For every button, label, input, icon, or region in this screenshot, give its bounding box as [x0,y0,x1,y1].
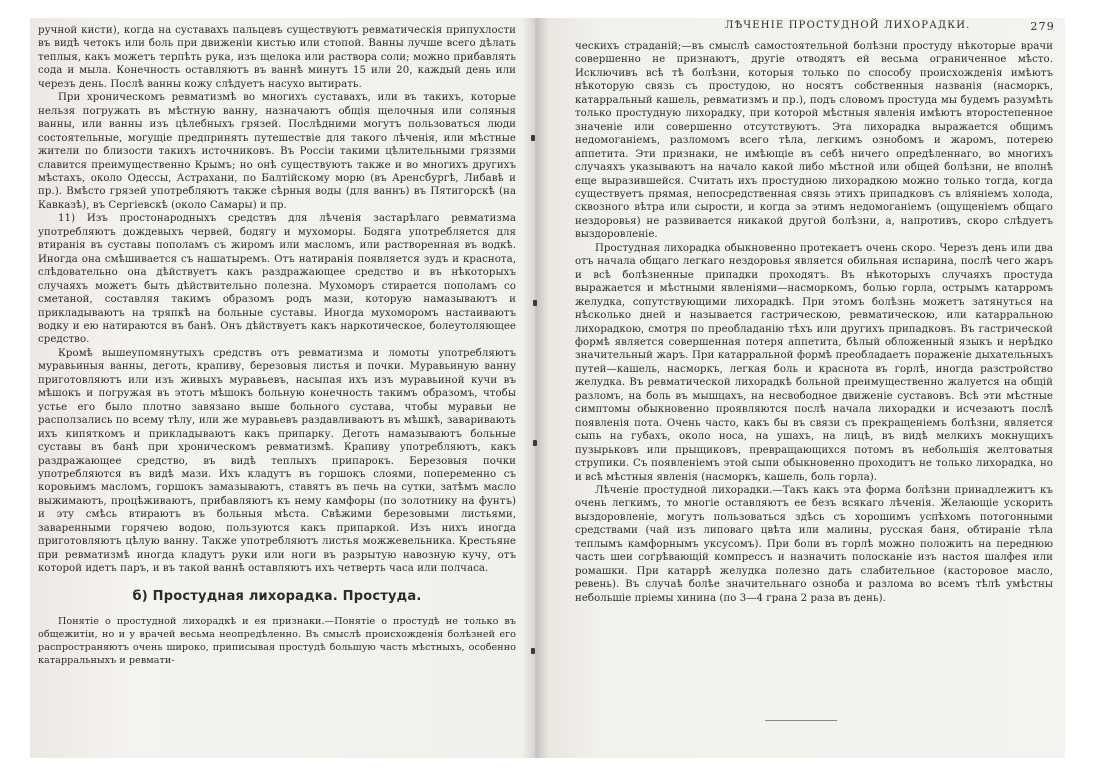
binding-pin-icon [531,135,535,141]
right-page-text [575,40,1053,605]
paragraph: 11) Изъ простонародныхъ средствъ для лѣченія застарѣлаго ревматизма употребляютъ дождевыхъ червей, бодягу и мухоморы. Бодяга употребляется для втиранія въ суставы пополамъ съ жиромъ или масломъ, или растворенная въ водкѣ. Иногда она смѣшивается съ нашатыремъ. Отъ натиранія появляется зудъ и краснота, слѣдовательно она дѣйствуетъ какъ раздражающее средство и въ нѣкоторыхъ случаяхъ можетъ быть дѣйствительно полезна. Мухоморъ стирается пополамъ со сметаной, составляя такимъ образомъ родъ мази, которую намазываютъ и прикладываютъ на тряпкѣ на больные суставы. Иногда мухоморомъ настаиваютъ водку и ею натираются въ банѣ. Онъ дѣйствуетъ какъ наркотическое, болеутоляющее средство. [38,213,516,346]
left-page [30,18,535,758]
binding-pin-icon [533,440,537,446]
paragraph: ручной кисти), когда на суставахъ пальцевъ существуютъ ревматическія припухлости въ видѣ четокъ или боль при движеніи кистью или стопой. Ванны лучше всего дѣлать теплыя, какъ можетъ терпѣть рука, изъ щелока или раствора соли; можно прибавлять сода и мыла. Конечность оставляютъ въ ваннѣ минутъ 15 или 20, каждый день или черезъ день. Послѣ ванны кожу слѣдуетъ насухо вытирать. [38,25,516,90]
right-page [535,18,1065,758]
paragraph: Лѣченіе простудной лихорадки.—Такъ какъ эта форма болѣзни принадлежитъ къ очень легкимъ, то многіе оставляютъ ее безъ всякаго лѣченія. Желающіе ускорить выздоровленіе, могутъ пользоваться здѣсь съ хорошимъ успѣхомъ потогонными средствами (чай изъ липоваго цвѣта или малины, русская баня, обтираніе тѣла теплымъ камфорнымъ уксусомъ). При боли въ горлѣ можно положить на переднюю часть шеи согрѣвающій компрессъ и назначить полосканіе изъ настоя шалфея или ромашки. При катаррѣ желудка полезно дать слабительное (касторовое масло, ревень). Въ случаѣ болѣе значительнаго озноба и разлома во всемъ тѣлѣ умѣстны небольшіе пріемы хинина (по 3—4 грана 2 раза въ день). [575,484,1053,604]
paragraph: Простудная лихорадка обыкновенно протекаетъ очень скоро. Черезъ день или два отъ начала общаго легкаго нездоровья является обильная испарина, послѣ чего жаръ и всѣ болѣзненные припадки проходятъ. Въ нѣкоторыхъ случаяхъ простуда выражается и мѣстными явленіями—насморкомъ, болью горла, острымъ катарромъ желудка, сопутствующими лихорадкѣ. При этомъ болѣзнь можетъ затянуться на нѣсколько дней и называется гастрическою, ревматическою, или катарральною лихорадкою, смотря по преобладанію тѣхъ или другихъ припадковъ. Въ гастрической формѣ является совершенная потеря аппетита, бѣлый обложенный языкъ и нерѣдко значительный жаръ. При катарральной формѣ преобладаетъ пораженіе дыхательныхъ путей—кашель, насморкъ, легкая боль и краснота въ горлѣ, иногда разстройство желудка. Въ ревматической лихорадкѣ больной преимущественно жалуется на общій разломъ, на боль въ мышцахъ, на несвободное движеніе суставовъ. Всѣ эти мѣстные симптомы обыкновенно проявляются послѣ начала лихорадки и исчезаютъ послѣ появленія пота. Очень часто, какъ бы въ связи съ прекращеніемъ болѣзни, является сыпь на губахъ, около носа, на ушахъ, на лицѣ, въ видѣ мелкихъ мокнущихъ пузырьковъ или прыщиковъ, превращающихся потомъ въ небольшія желтоватыя струпики. Съ появленіемъ этой сыпи обыкновенно проходитъ не только лихорадка, но и всѣ мѣстныя явленія (насморкъ, кашель, боль горла). [575,242,1053,483]
paragraph: Понятіе о простудной лихорадкѣ и ея признаки.—Понятіе о простудѣ не только въ общежитіи, но и у врачей весьма неопредѣленно. Въ смыслѣ происхожденія болѣзней его распространяютъ очень широко, приписывая простудѣ большую часть мѣстныхъ, особенно катарральныхъ и ревмати- [38,616,516,667]
binding-pin-icon [533,300,537,306]
gutter-shadow [522,18,548,758]
paragraph: Кромѣ вышеупомянутыхъ средствъ отъ ревматизма и ломоты употребляютъ муравьиныя ванны, деготь, крапиву, березовыя листья и почки. Муравьиную ванну приготовляютъ или изъ живыхъ муравьевъ, насыпая ихъ изъ муравьиной кучи въ мѣшокъ и погружая въ этотъ мѣшокъ больную конечность такимъ образомъ, чтобы устье его было плотно завязано выше больного сустава, чтобы муравьи не расползались по всему тѣлу, или же муравьевъ раздавливаютъ въ мѣшкѣ, заваривають ихъ кипяткомъ и прикладываютъ какъ припарку. Деготь намазываютъ больные суставы въ банѣ при хроническомъ ревматизмѣ. Крапиву употребляютъ, какъ раздражающее средство, въ видѣ теплыхъ припарокъ. Березовыя почки употребляются въ видѣ мази. Ихъ кладутъ въ горшокъ слоями, попеременно съ коровьимъ масломъ, горшокъ замазываютъ, ставятъ въ печь на сутки, затѣмъ масло выжимаютъ, процѣживаютъ, прибавляютъ къ нему камфоры (по золотнику на фунтъ) и эту смѣсь втираютъ въ больныя мѣста. Свѣжими березовыми листьями, заваренными горячею водою, пользуются какъ припаркой. Изъ нихъ иногда приготовляютъ цѣлую ванну. Также употребляютъ листья можжевельника. Крестьяне при ревматизмѣ иногда кладутъ руки или ноги въ разрытую навозную кучу, отъ которой идетъ паръ, и въ такой ваннѣ оставляютъ ихъ четверть часа или полчаса. [38,347,516,575]
left-page-text [38,24,516,667]
section-title: б) Простудная лихорадка. Простуда. [132,588,422,604]
end-rule [765,720,837,721]
running-title: ЛѢЧЕНІЕ ПРОСТУДНОЙ ЛИХОРАДКИ. [725,20,971,31]
binding-pin-icon [531,648,535,654]
page-number: 279 [1030,20,1055,33]
paragraph: При хроническомъ ревматизмѣ во многихъ суставахъ, или въ такихъ, которые нельзя погружать въ мѣстную ванну, назначаютъ общія щелочныя или соляныя ванны, или ванны изъ цѣлебныхъ грязей. Послѣдними могутъ пользоваться люди состоятельные, могущіе предпринять путешествіе для такого лѣченія, или мѣстные жители по близости такихъ источниковъ. Въ Россіи такими цѣлительными грязями славится преимущественно Крымъ; но онѣ существуютъ также и во многихъ другихъ мѣстахъ, около Одессы, Астрахани, по Балтійскому морю (въ Аренсбургѣ, Либавѣ и пр.). Вмѣсто грязей употребляютъ также сѣрныя воды (для ваннъ) въ Пятигорскѣ (на Кавказѣ), въ Сергіевскѣ (около Самары) и пр. [38,92,516,211]
paragraph: ческихъ страданій;—въ смыслѣ самостоятельной болѣзни простуду нѣкоторые врачи совершенно не признаютъ, другіе отводятъ ей весьма ограниченное мѣсто. Исключивъ всѣ тѣ болѣзни, которыя только по способу происхожденія имѣютъ нѣкоторую связь съ простудою, но носятъ собственныя названія (насморкъ, катарральный кашель, ревматизмъ и пр.), подъ словомъ простуда мы будемъ разумѣть только простудную лихорадку, при которой мѣстныя явленія имѣютъ второстепенное значеніе или совершенно отсутствуютъ. Эта лихорадка выражается общимъ недомоганіемъ, разломомъ всего тѣла, легкимъ ознобомъ и жаромъ, потерею аппетита. Эти признаки, не имѣющіе въ себѣ ничего опредѣленнаго, во многихъ случаяхъ указываютъ на начало какой либо мѣстной или общей болѣзни, не вполнѣ еще выразившейся. Считать ихъ простудною лихорадкою можно только тогда, когда существуетъ прямая, непосредственная связь этихъ припадковъ съ вліяніемъ холода, сквозного вѣтра или сырости, и когда за этимъ недомоганіемъ (ощущеніемъ общаго нездоровья) не развивается никакой другой болѣзни, а, напротивъ, скоро слѣдуетъ выздоровленіе. [575,41,1053,241]
